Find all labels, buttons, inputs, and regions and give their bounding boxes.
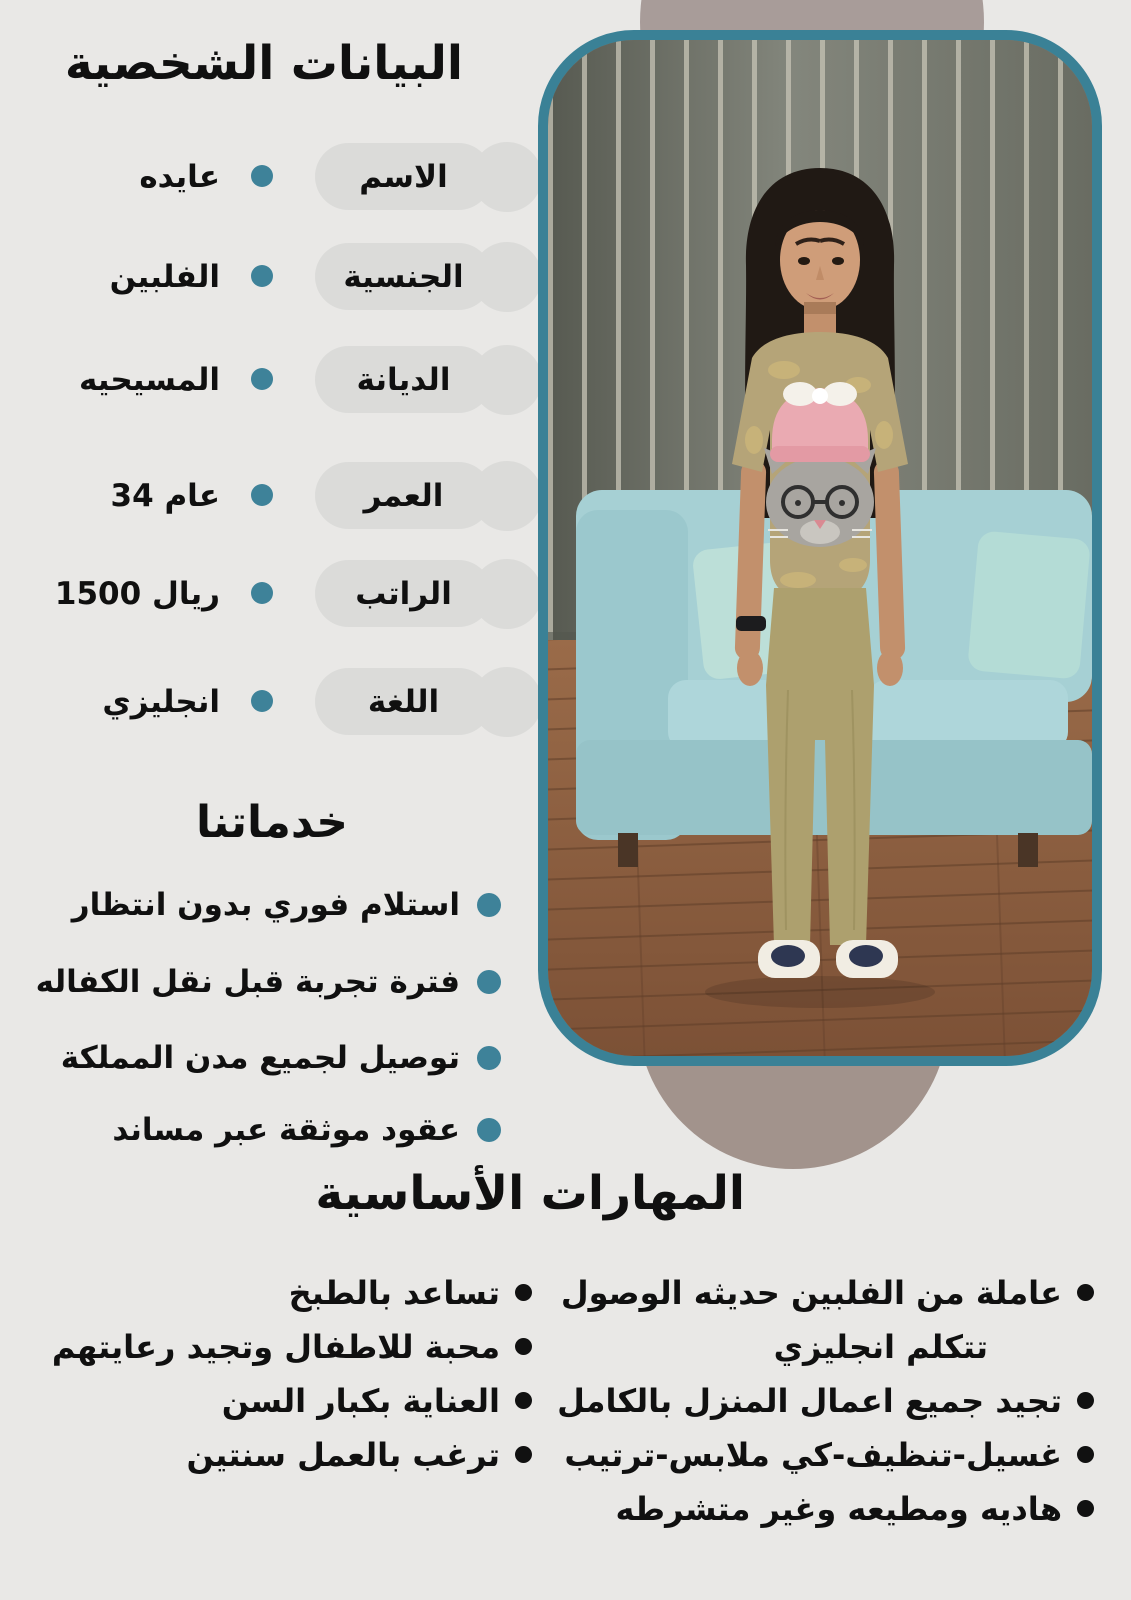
field-value: عايده xyxy=(139,158,220,195)
skill-text: ترغب بالعمل سنتين xyxy=(186,1436,500,1474)
skill-item xyxy=(0,1325,1131,1369)
field-label-pill: الاسم xyxy=(315,143,492,210)
field-row-name xyxy=(0,143,1131,210)
service-item xyxy=(0,960,1131,1004)
service-text: استلام فوري بدون انتظار xyxy=(71,887,460,923)
services-title: خدماتنا xyxy=(196,797,348,848)
field-label-pill: الديانة xyxy=(315,346,492,413)
teal-dot-icon xyxy=(251,690,273,712)
teal-dot-icon xyxy=(251,165,273,187)
field-label-pill: الجنسية xyxy=(315,243,492,310)
skill-item xyxy=(0,1487,1131,1531)
field-label-pill: اللغة xyxy=(315,668,492,735)
black-bullet-icon xyxy=(515,1338,532,1355)
skill-item xyxy=(0,1433,1131,1477)
service-item xyxy=(0,883,1131,927)
skill-text: محبة للاطفال وتجيد رعايتهم xyxy=(51,1328,500,1366)
field-value: انجليزي xyxy=(102,683,220,720)
skill-item xyxy=(0,1379,1131,1423)
teal-bullet-icon xyxy=(477,1118,501,1142)
field-row-language xyxy=(0,668,1131,735)
field-label-pill: العمر xyxy=(315,462,492,529)
field-label-pill: الراتب xyxy=(315,560,492,627)
field-row-age xyxy=(0,462,1131,529)
field-row-salary xyxy=(0,560,1131,627)
skill-text: تجيد جميع اعمال المنزل بالكامل xyxy=(557,1382,1062,1420)
field-value: 1500 ريال xyxy=(54,575,220,612)
black-bullet-icon xyxy=(1077,1500,1094,1517)
teal-dot-icon xyxy=(251,368,273,390)
skills-title: المهارات الأساسية xyxy=(315,1166,745,1221)
service-text: فترة تجربة قبل نقل الكفاله xyxy=(35,964,460,1000)
field-value: المسيحيه xyxy=(78,361,220,398)
skill-text: هاديه ومطيعه وغير متشرطه xyxy=(615,1490,1062,1528)
teal-bullet-icon xyxy=(477,893,501,917)
black-bullet-icon xyxy=(515,1284,532,1301)
teal-dot-icon xyxy=(251,582,273,604)
field-row-religion xyxy=(0,346,1131,413)
teal-bullet-icon xyxy=(477,1046,501,1070)
skill-text: العناية بكبار السن xyxy=(221,1382,500,1420)
service-text: توصيل لجميع مدن المملكة xyxy=(60,1040,460,1076)
field-value: 34 عام xyxy=(110,477,220,514)
field-value: الفلبين xyxy=(109,258,220,295)
skill-item xyxy=(0,1271,1131,1315)
service-text: عقود موثقة عبر مساند xyxy=(112,1112,460,1148)
skill-text: تتكلم انجليزي xyxy=(773,1328,988,1366)
skill-text: عاملة من الفلبين حديثه الوصول xyxy=(560,1274,1062,1312)
skill-text: تساعد بالطبخ xyxy=(288,1274,500,1312)
field-row-nationality xyxy=(0,243,1131,310)
teal-dot-icon xyxy=(251,265,273,287)
service-item xyxy=(0,1108,1131,1152)
service-item xyxy=(0,1036,1131,1080)
black-bullet-icon xyxy=(515,1446,532,1463)
skill-text: غسيل-تنظيف-كي ملابس-ترتيب xyxy=(564,1436,1062,1474)
teal-bullet-icon xyxy=(477,970,501,994)
black-bullet-icon xyxy=(515,1392,532,1409)
personal-data-title: البيانات الشخصية xyxy=(64,36,463,91)
teal-dot-icon xyxy=(251,484,273,506)
